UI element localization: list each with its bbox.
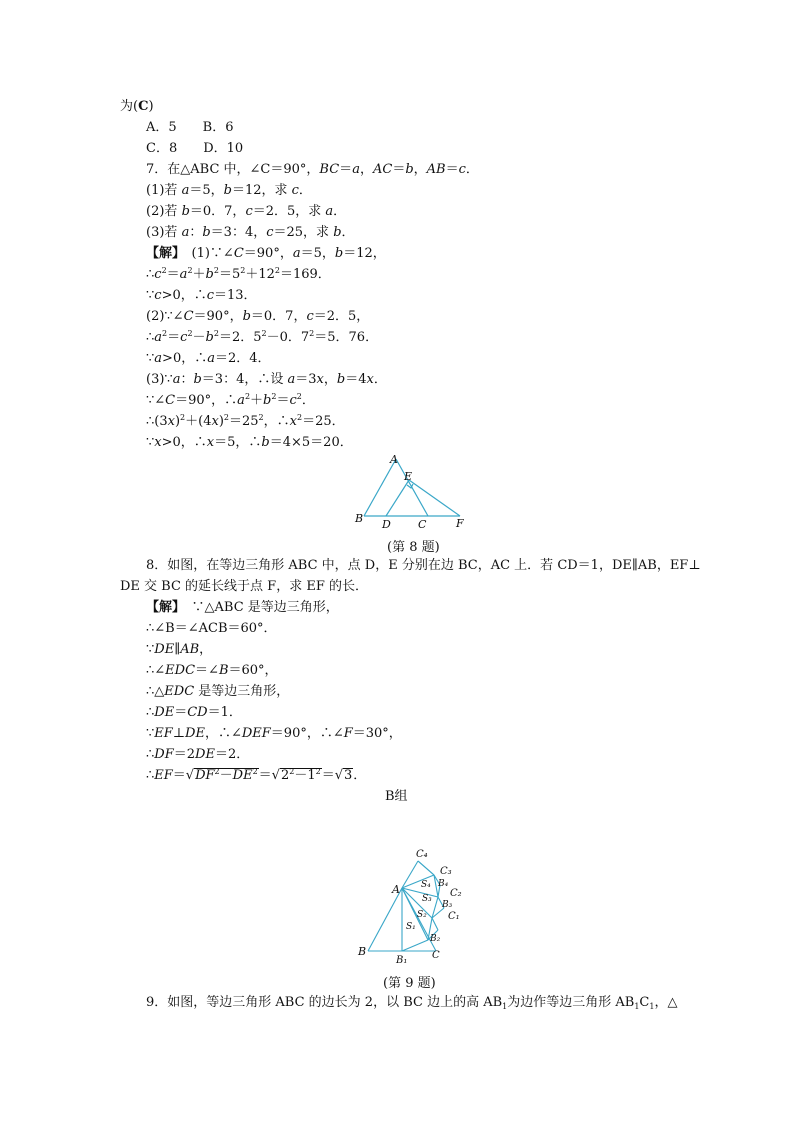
point-label: B [358, 945, 367, 958]
solution-7-line: $\therefore a^2=c^2-b^2=2$．$5^2-0$．$7^2=5$．76． [146, 329, 379, 345]
solution-7-line: (2)∵∠C＝90°，b＝0．7，c＝2．5， [146, 309, 370, 324]
point-label: C₂ [450, 888, 462, 899]
point-label: C₄ [416, 849, 428, 860]
figure-9-caption: (第 9 题) [383, 976, 436, 991]
point-label: B₄ [438, 879, 449, 889]
point-label: S₃ [422, 894, 432, 904]
point-label: B₁ [396, 955, 408, 966]
solution-7-line: 【解】 (1)∵∠C＝90°，a＝5，b＝12， [146, 246, 386, 261]
figure-8-caption: (第 8 题) [387, 540, 440, 555]
problem-7-part-2: (2)若 b＝0．7，c＝2．5，求 a． [146, 204, 347, 219]
solution-8-line: ∴DF＝2DE＝2． [146, 747, 250, 762]
figure-9-diagram [350, 845, 480, 970]
solution-7-line: ∵a>0，∴a＝2．4． [146, 351, 271, 366]
point-label: B [355, 512, 364, 525]
solution-7-line: $\therefore(3x)^2+(4x)^2=25^2$，$\therefore x^2=25$． [146, 413, 345, 429]
problem-7-stem: 7．在△ABC 中，∠C＝90°，BC＝a，AC＝b，AB＝c． [146, 162, 479, 177]
option-line-ab: A．5 B．6 [146, 120, 234, 135]
solution-8-line: $\therefore EF=√DF^2-DE^2=√2^2-1^2=√3$． [146, 767, 367, 783]
solution-7-line: $\therefore c^2=a^2+b^2=5^2+12^2=169$． [146, 266, 331, 282]
point-label: C [418, 518, 427, 531]
solution-8-line: ∴∠EDC＝∠B＝60°， [146, 663, 278, 678]
point-label: A [390, 453, 398, 466]
point-label: B₃ [442, 900, 453, 910]
point-label: C [432, 950, 440, 961]
point-label: C₁ [448, 911, 460, 922]
solution-7-line: (3)∵a：b＝3：4，∴设 a＝3x，b＝4x． [146, 372, 387, 387]
problem-9-line: 9．如图，等边三角形 ABC 的边长为 2，以 BC 边上的高 $AB_1$为边作等边三角形 $AB_1C_1$，△ [146, 995, 678, 1011]
problem-8-line: 8．如图，在等边三角形 ABC 中，点 D，E 分别在边 BC，AC 上．若 CD＝1，DE∥AB，EF⊥ [146, 558, 701, 573]
point-label: D [382, 518, 391, 531]
solution-8-line: ∴△EDC 是等边三角形， [146, 684, 290, 699]
point-label: S₁ [406, 922, 416, 932]
problem-7-part-3: (3)若 a：b＝3：4，c＝25，求 b． [146, 225, 355, 240]
point-label: A [392, 883, 400, 896]
figure-8-diagram [352, 452, 482, 532]
solution-8-line: ∴DE＝CD＝1． [146, 705, 242, 720]
problem-8-line: DE 交 BC 的延长线于点 F，求 EF 的长． [120, 579, 368, 594]
solution-8-line: ∵DE∥AB， [146, 642, 213, 657]
problem-7-part-1: (1)若 a＝5，b＝12，求 c． [146, 183, 312, 198]
point-label: C₃ [440, 866, 452, 877]
solution-8-line: ∴∠B＝∠ACB＝60°． [146, 621, 277, 636]
point-label: B₂ [430, 934, 441, 944]
answer-line: 为(C) [120, 99, 154, 114]
point-label: E [404, 470, 413, 483]
solution-7-line: ∵c>0，∴c＝13． [146, 288, 257, 303]
solution-8-line: 【解】 ∵△ABC 是等边三角形， [146, 600, 339, 615]
solution-7-line: ∵∠C＝90°，$\therefore a^2+b^2=c^2$． [146, 392, 315, 408]
point-label: S₂ [417, 910, 427, 920]
solution-7-line: ∵x>0，∴x＝5，∴b＝4×5＝20． [146, 435, 353, 450]
option-line-cd: C．8 D．10 [146, 141, 244, 156]
section-heading: B组 [385, 789, 408, 804]
point-label: F [456, 517, 464, 530]
solution-8-line: ∵EF⊥DE，∴∠DEF＝90°，∴∠F＝30°， [146, 726, 402, 741]
point-label: S₄ [421, 880, 431, 890]
